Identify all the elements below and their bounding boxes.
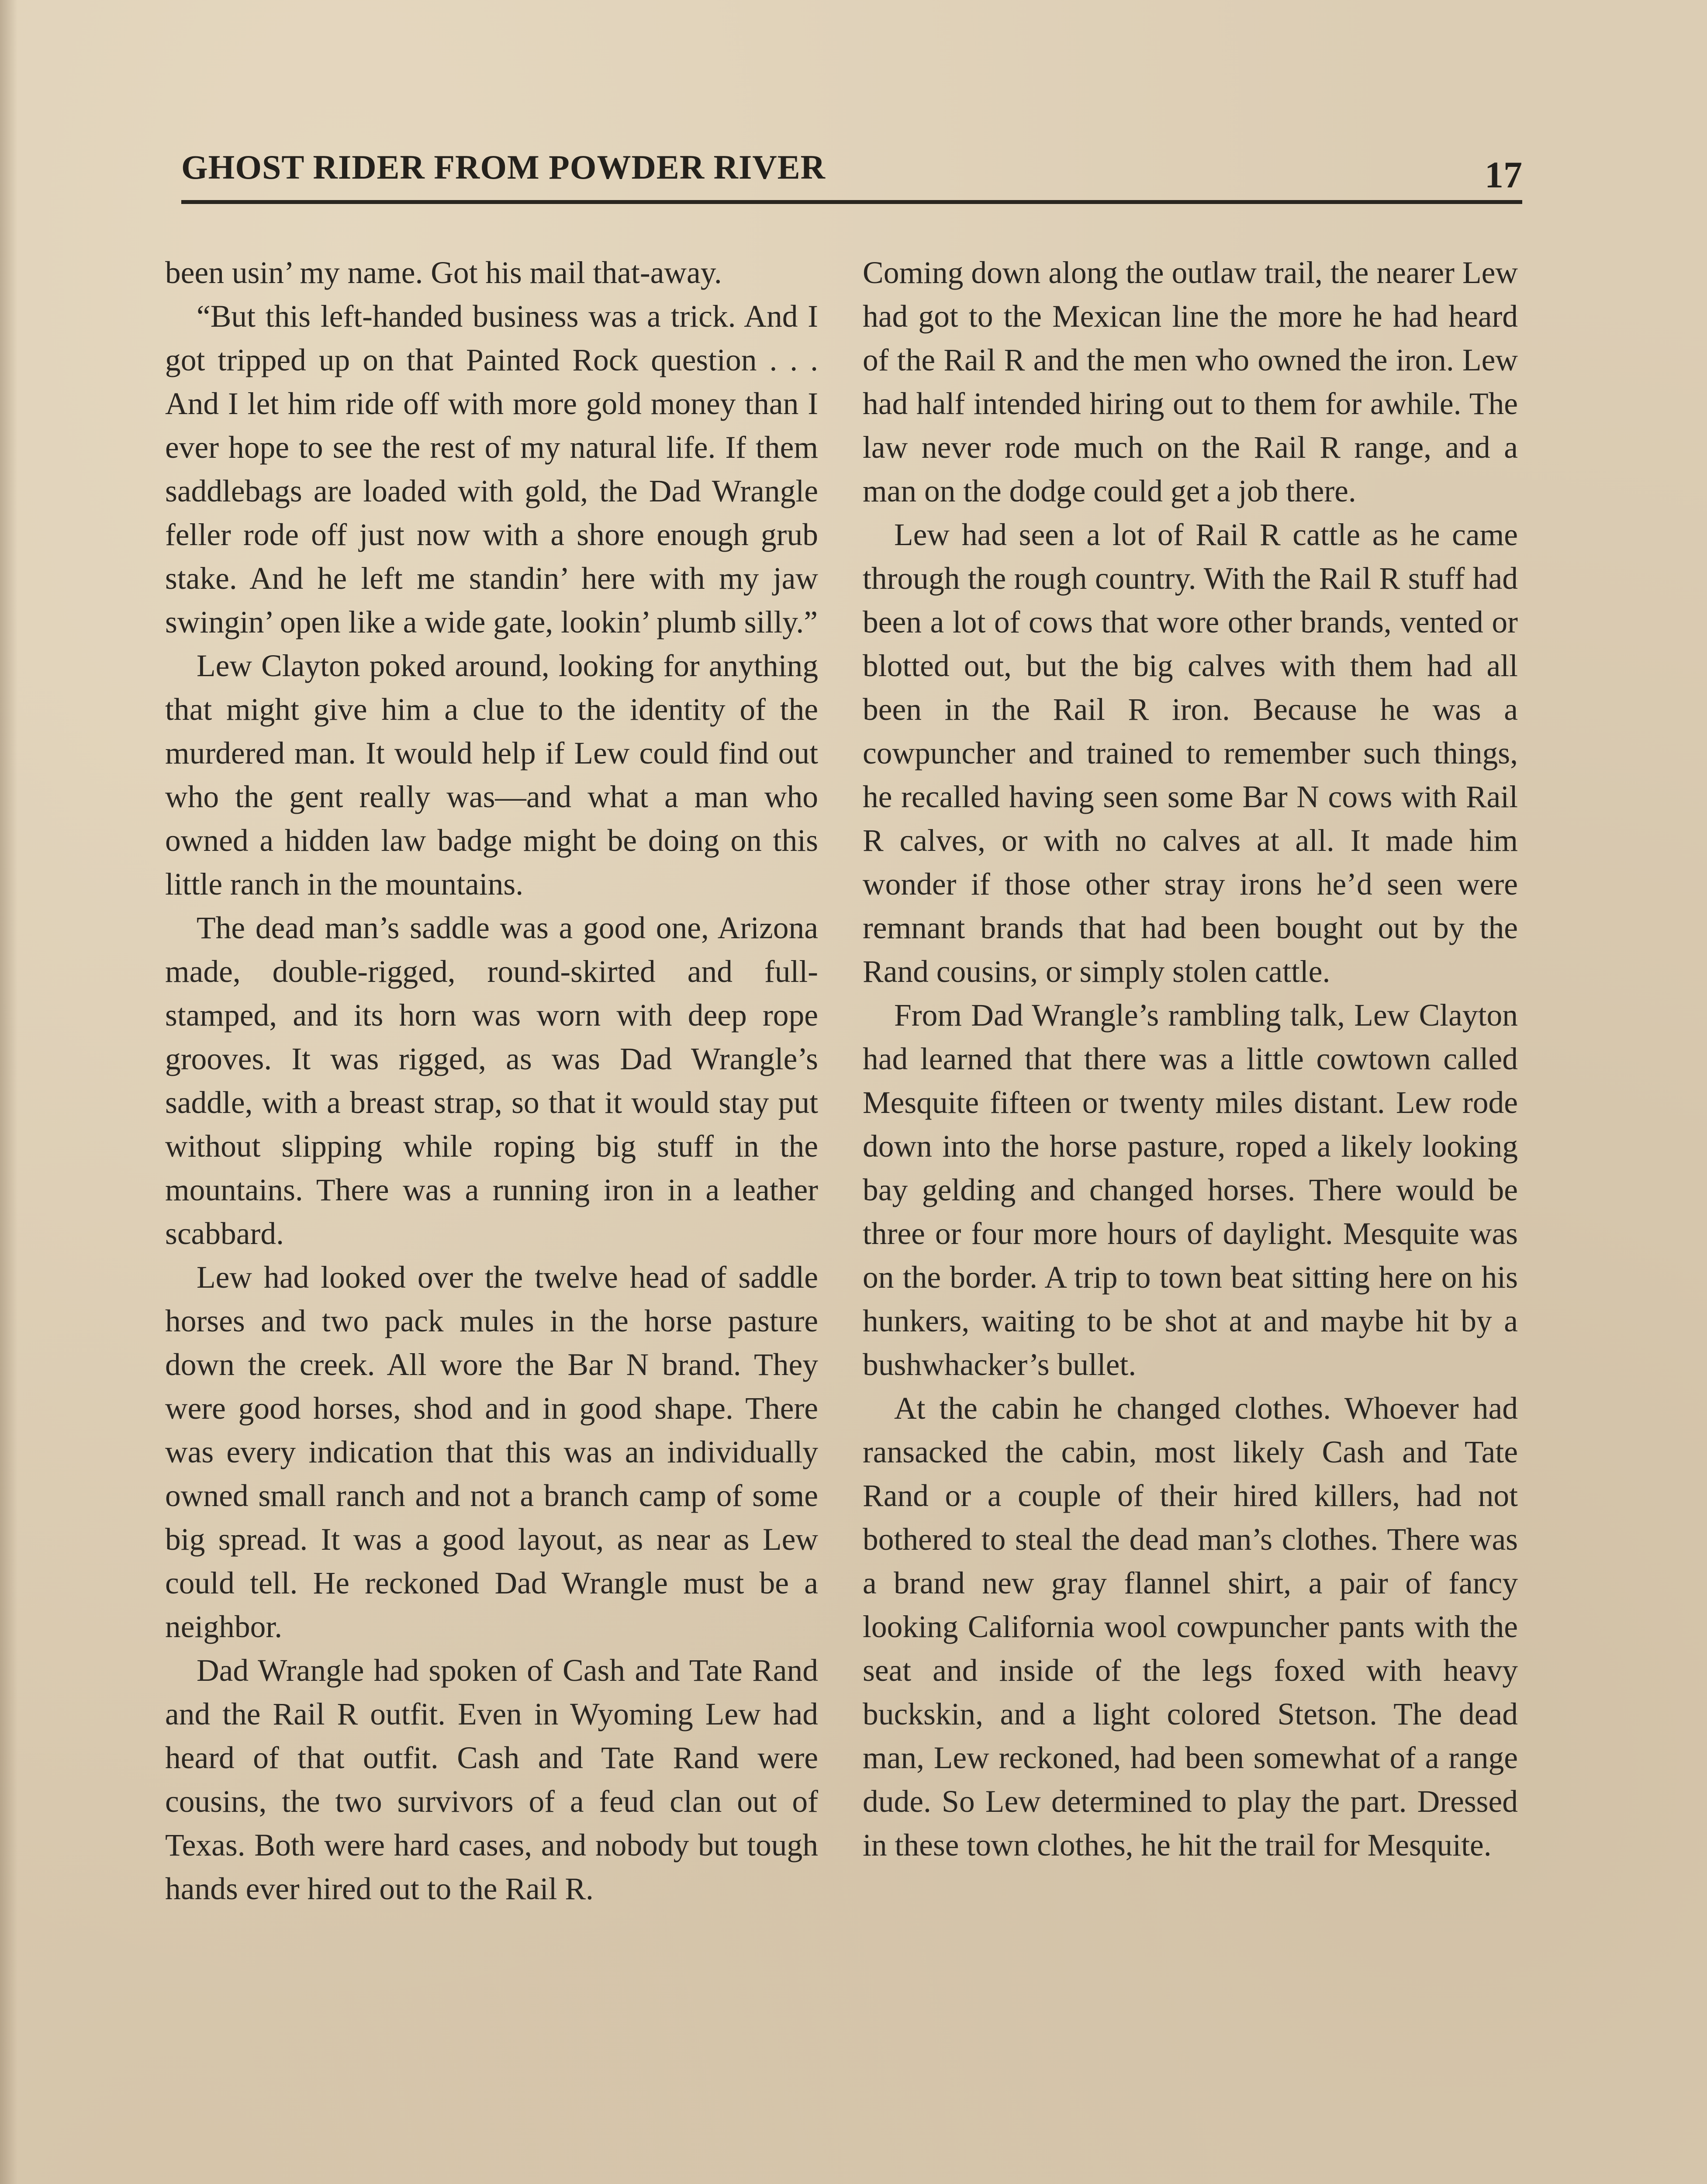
page-number: 17 (1485, 154, 1522, 196)
paragraph: Coming down along the outlaw trail, the nearer Lew had got to the Mexican line the more he had heard of the Rail R and the men who owned the iron. Lew had half intended hiring out to them for awhile. The law never rode much on the Rail R range, and a man on the dodge could get a job there. (863, 256, 1518, 508)
page-edge-shadow (0, 0, 17, 2184)
header-rule (181, 200, 1522, 204)
running-header (181, 144, 1522, 205)
paragraph: Lew had looked over the twelve head of saddle horses and two pack mules in the horse pasture down the creek. All wore the Bar N brand. They were good horses, shod and in good shape. There was every indication that this was an individually owned small ranch and not a branch camp of some big spread. It was a good layout, as near as Lew could tell. He reckoned Dad Wrangle must be a neighbor. (165, 1260, 818, 1644)
left-column (165, 251, 818, 1911)
paragraph: At the cabin he changed clothes. Whoever had ransacked the cabin, most likely Cash and Tate Rand or a couple of their hired killers, had not bothered to steal the dead man’s clothes. There was a brand new gray flannel shirt, a pair of fancy looking California wool cowpuncher pants with the seat and inside of the legs foxed with heavy buckskin, and a light colored Stetson. The dead man, Lew reckoned, had been somewhat of a range dude. So Lew determined to play the part. Dressed in these town clothes, he hit the trail for Mesquite. (863, 1391, 1518, 1863)
paragraph: Lew Clayton poked around, looking for anything that might give him a clue to the identity of the murdered man. It would help if Lew could find out who the gent really was—and what a man who owned a hidden law badge might be doing on this little ranch in the mountains. (165, 649, 818, 902)
right-column (863, 251, 1518, 1867)
running-title: GHOST RIDER FROM POWDER RIVER (181, 148, 826, 186)
paragraph: Dad Wrangle had spoken of Cash and Tate Rand and the Rail R outfit. Even in Wyoming Lew had heard of that outfit. Cash and Tate Rand were cousins, the two survivors of a feud clan out of Texas. Both were hard cases, and nobody but tough hands ever hired out to the Rail R. (165, 1653, 818, 1906)
paragraph: Lew had seen a lot of Rail R cattle as he came through the rough country. With the Rail R stuff had been a lot of cows that wore other brands, vented or blotted out, but the big calves with them had all been in the Rail R iron. Because he was a cowpuncher and trained to remember such things, he recalled having seen some Bar N cows with Rail R calves, or with no calves at all. It made him wonder if those other stray irons he’d seen were remnant brands that had been bought out by the Rand cousins, or simply stolen cattle. (863, 518, 1518, 989)
paragraph: The dead man’s saddle was a good one, Arizona made, double-rigged, round-skirted and full-stamped, and its horn was worn with deep rope grooves. It was rigged, as was Dad Wrangle’s saddle, with a breast strap, so that it would stay put without slipping while roping big stuff in the mountains. There was a running iron in a leather scabbard. (165, 911, 818, 1251)
paragraph: From Dad Wrangle’s rambling talk, Lew Clayton had learned that there was a little cowtown called Mesquite fifteen or twenty miles distant. Lew rode down into the horse pasture, roped a likely looking bay gelding and changed horses. There would be three or four more hours of daylight. Mesquite was on the border. A trip to town beat sitting here on his hunkers, waiting to be shot at and maybe hit by a bushwhacker’s bullet. (863, 998, 1518, 1382)
paragraph: been usin’ my name. Got his mail that-away. (165, 256, 722, 290)
paragraph: “But this left-handed business was a trick. And I got tripped up on that Painted Rock question . . . And I let him ride off with more gold money than I ever hope to see the rest of my natural life. If them saddlebags are loaded with gold, the Dad Wrangle feller rode off just now with a shore enough grub stake. And he left me standin’ here with my jaw swingin’ open like a wide gate, lookin’ plumb silly.” (165, 299, 818, 639)
